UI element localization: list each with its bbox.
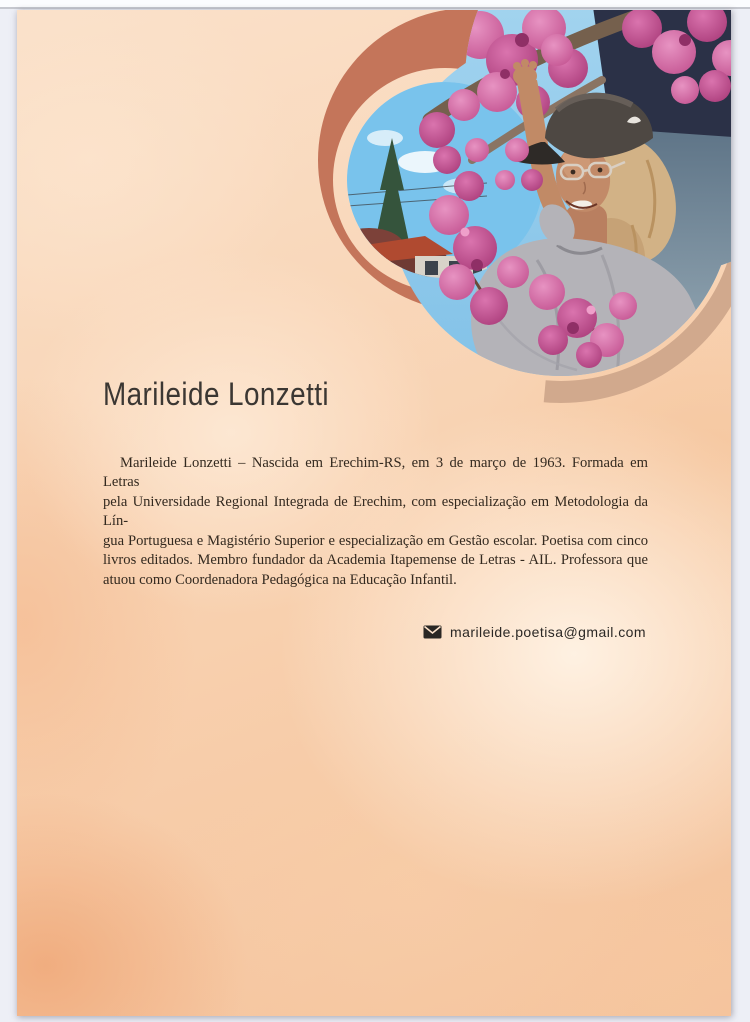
bio-line: pela Universidade Regional Integrada de Erechim, com especialização em Metodologia da Lín- [103,493,648,530]
bio-line: atuou como Coordenadora Pedagógica na Educação Infantil. [103,571,457,588]
book-page [17,10,731,1016]
author-name-title: Marileide Lonzetti [103,376,330,412]
bio-line: livros editados. Membro fundador da Academia Itapemense de Letras - AIL. Professora que [103,552,648,569]
author-bio-paragraph [103,454,648,590]
envelope-icon [423,625,442,639]
bio-line: Marileide Lonzetti – Nascida em Erechim-RS, em 3 de março de 1963. Formada em Letras [103,455,648,491]
bio-line: gua Portuguesa e Magistério Superior e especialização em Gestão escolar. Poetisa com cinco [103,532,648,549]
page-top-shadow-line [0,7,750,9]
contact-row [423,622,646,642]
window-top-strip [0,0,750,7]
email-address: marileide.poetisa@gmail.com [450,624,646,640]
